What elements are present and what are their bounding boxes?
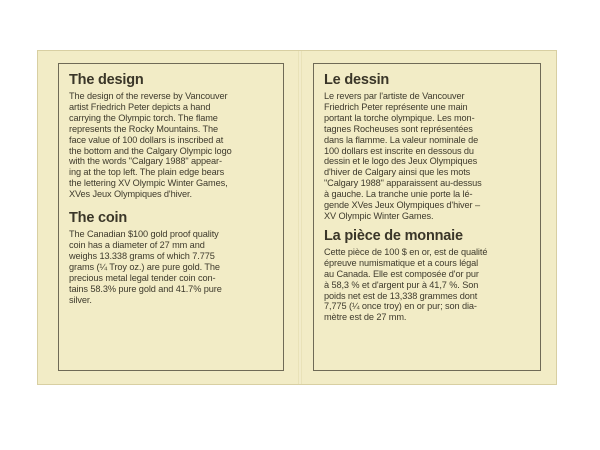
text-line: épreuve numismatique et a cours légal — [324, 257, 479, 268]
text-line: au Canada. Elle est composée d'or pur — [324, 268, 479, 279]
text-line: 100 dollars est inscrite en dessous du — [324, 145, 474, 156]
text-line: The design of the reverse by Vancouver — [69, 91, 228, 101]
text-line: mètre est de 27 mm. — [324, 312, 407, 323]
text-line: silver. — [69, 294, 92, 305]
text-line: d'hiver de Calgary ainsi que les mots — [324, 167, 471, 178]
coin-text-fr — [324, 247, 534, 323]
text-line: dessin et le logo des Jeux Olympiques — [324, 156, 478, 167]
design-text-en — [69, 91, 277, 200]
text-line: poids net est de 13,338 grammes dont — [324, 290, 478, 301]
certificate-card — [37, 50, 557, 385]
coin-heading-en: The coin — [69, 210, 128, 227]
text-line: artist Friedrich Peter depicts a hand — [69, 101, 211, 112]
coin-heading-fr: La pièce de monnaie — [324, 227, 463, 244]
text-line: with the words "Calgary 1988" appear- — [69, 156, 222, 167]
english-panel — [58, 63, 284, 371]
text-line: "Calgary 1988" apparaissent au-dessus — [324, 178, 482, 189]
text-line: Friedrich Peter représente une main — [324, 101, 468, 112]
text-line: coin has a diameter of 27 mm and — [69, 239, 205, 250]
text-line: the bottom and the Calgary Olympic logo — [69, 145, 232, 156]
text-line: portant la torche olympique. Les mon- — [324, 112, 475, 123]
text-line: ing at the top left. The plain edge bears — [69, 167, 225, 178]
text-line: carrying the Olympic torch. The flame — [69, 112, 218, 123]
text-line: tains 58.3% pure gold and 41.7% pure — [69, 283, 222, 294]
text-line: XVes Jeux Olympiques d'hiver. — [69, 189, 192, 200]
french-panel — [313, 63, 541, 371]
text-line: face value of 100 dollars is inscribed at — [69, 134, 224, 145]
text-line: grams (¼ Troy oz.) are pure gold. The — [69, 261, 220, 272]
text-line: dans la flamme. La valeur nominale de — [324, 134, 479, 145]
text-line: gende XVes Jeux Olympiques d'hiver – — [324, 200, 480, 211]
text-line: The Canadian $100 gold proof quality — [69, 229, 219, 240]
text-line: à gauche. La tranche unie porte la lé- — [324, 189, 473, 200]
design-text-fr — [324, 91, 534, 222]
design-heading-en: The design — [69, 72, 144, 88]
card-fold — [298, 51, 302, 384]
text-line: à 58,3 % et d'argent pur à 41,7 %. Son — [324, 279, 479, 290]
text-line: Cette pièce de 100 $ en or, est de qualité — [324, 246, 488, 257]
text-line: precious metal legal tender coin con- — [69, 272, 216, 283]
text-line: Le revers par l'artiste de Vancouver — [324, 91, 465, 101]
text-line: XV Olympic Winter Games. — [324, 210, 434, 221]
text-line: 7,775 (¼ once troy) en or pur; son dia- — [324, 301, 477, 312]
coin-text-en — [69, 229, 277, 305]
text-line: weighs 13.338 grams of which 7.775 — [69, 250, 215, 261]
design-heading-fr: Le dessin — [324, 72, 390, 88]
text-line: tagnes Rocheuses sont représentées — [324, 123, 473, 134]
text-line: represents the Rocky Mountains. The — [69, 123, 219, 134]
text-line: the lettering XV Olympic Winter Games, — [69, 178, 228, 189]
